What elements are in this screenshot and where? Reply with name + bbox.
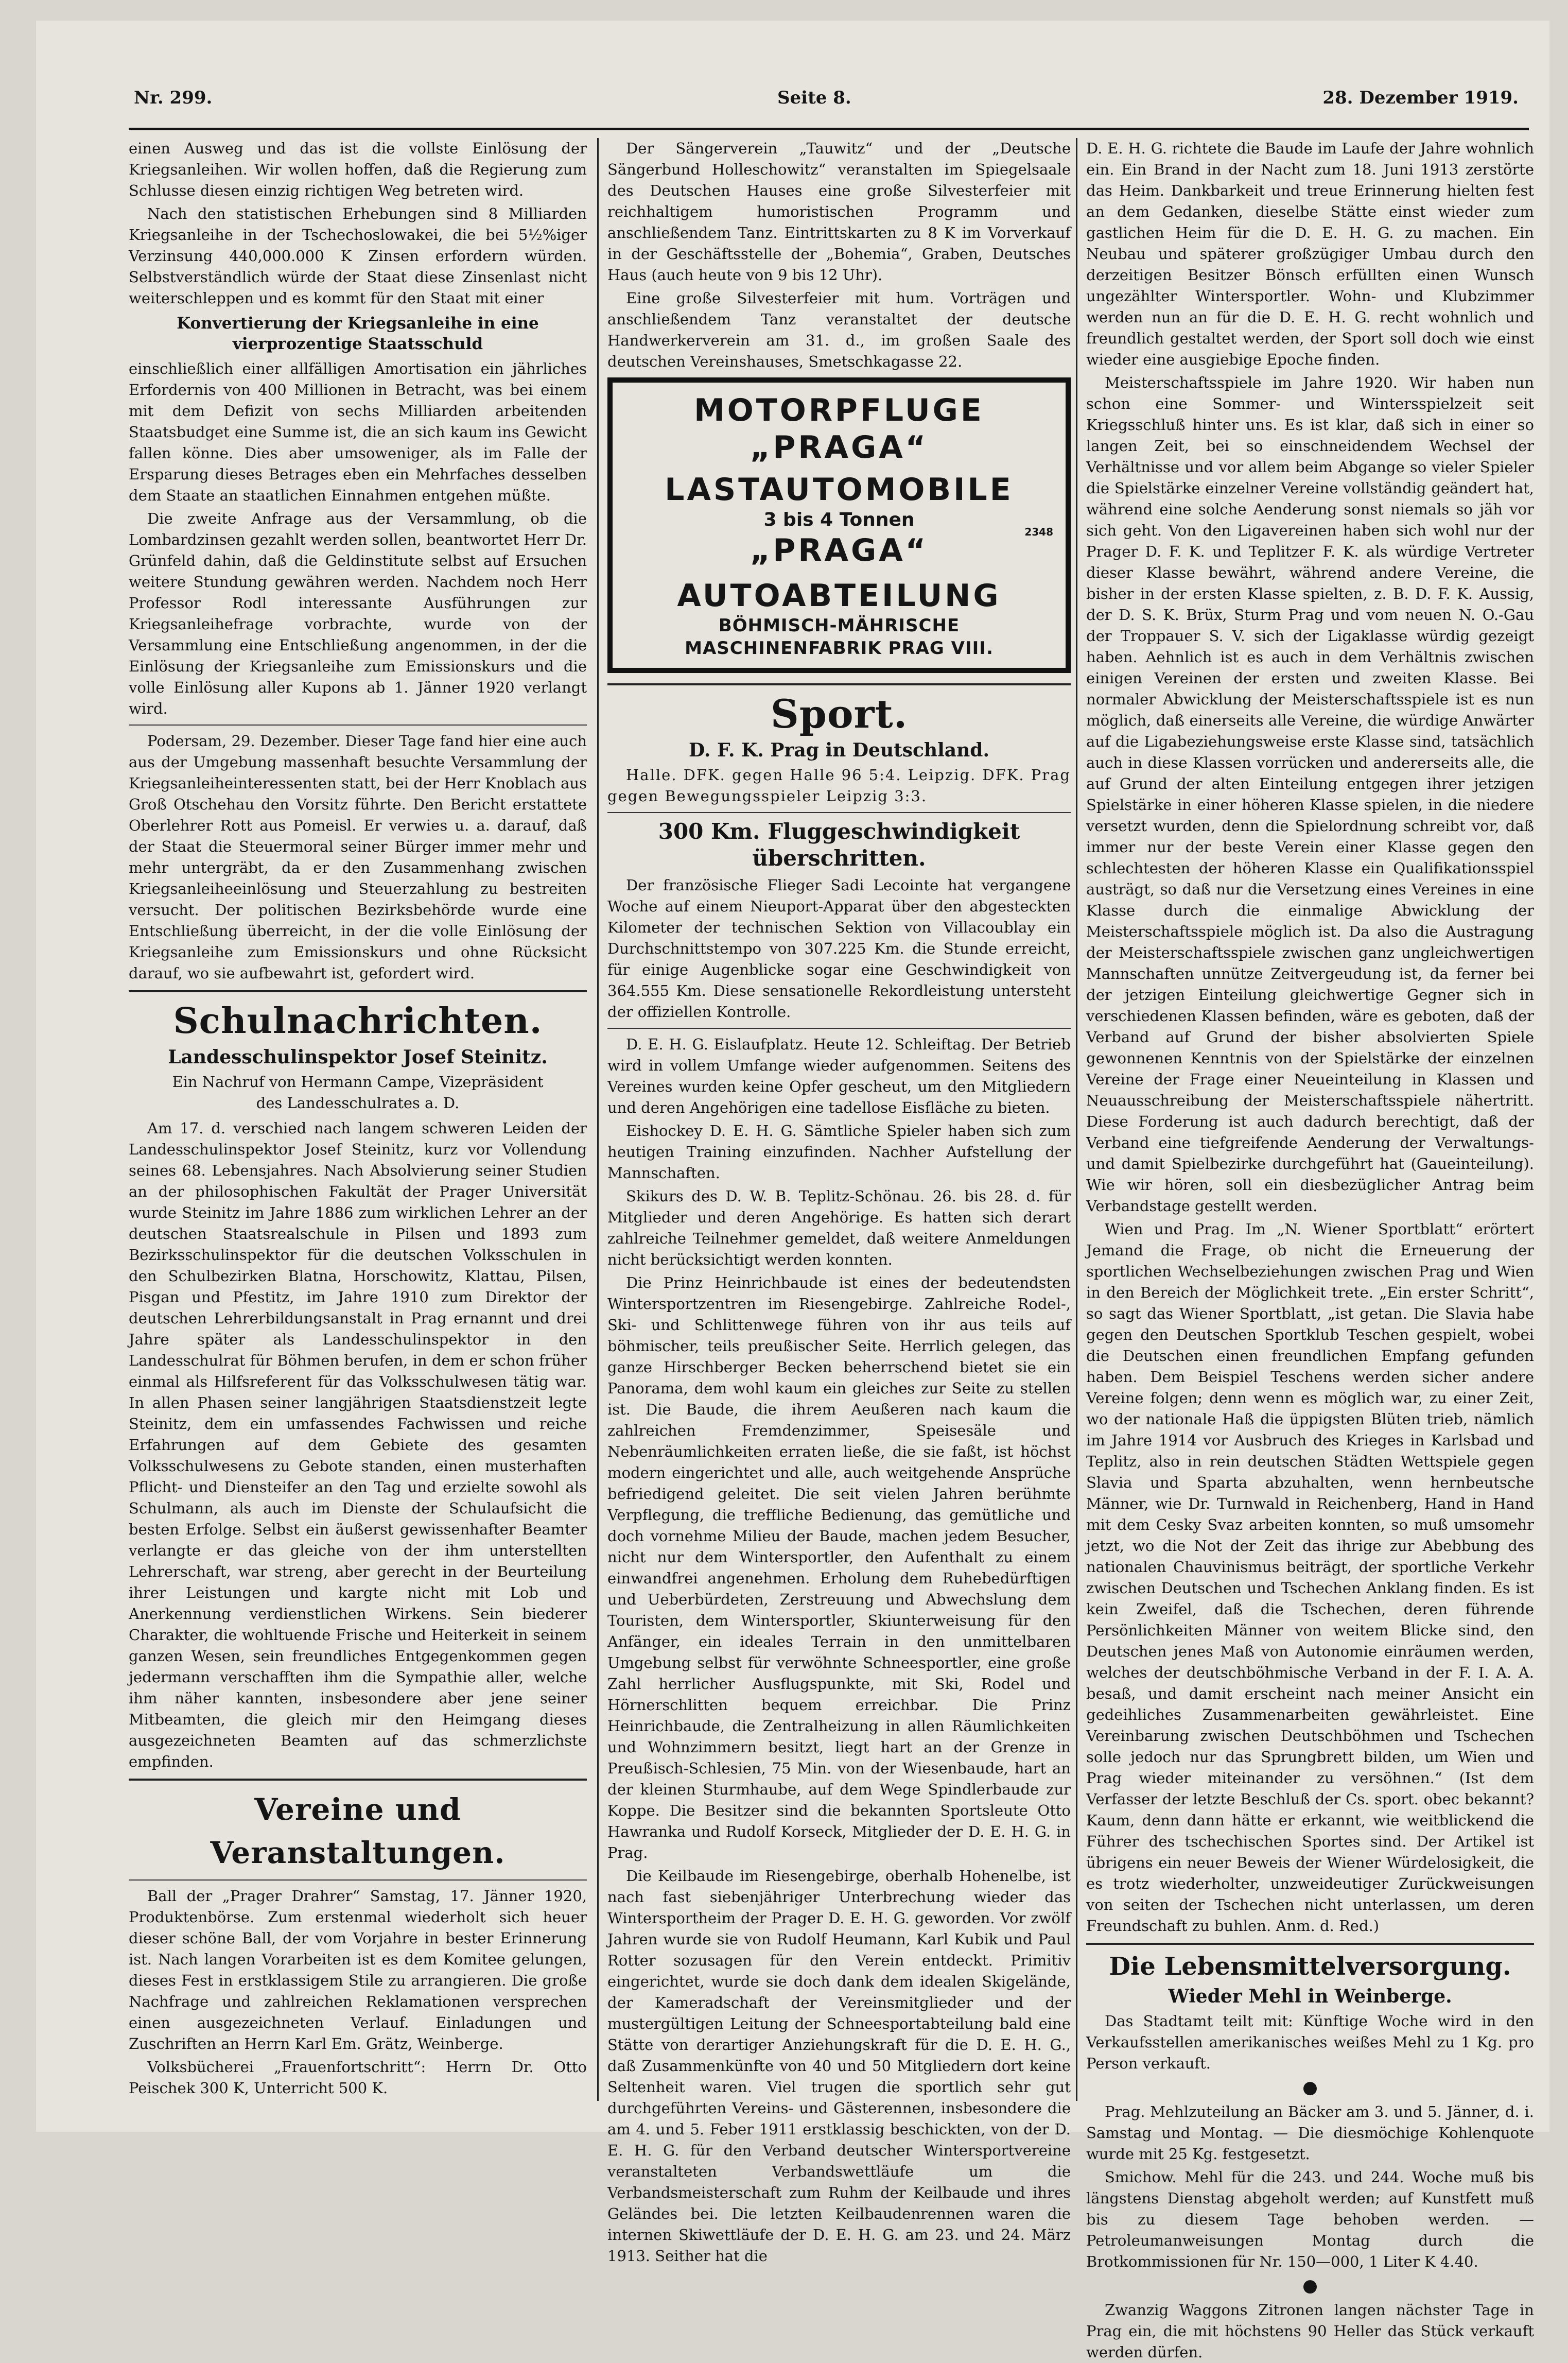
paragraph: Zwanzig Waggons Zitronen langen nächster Tage in Prag ein, die mit höchstens 90 Heller das Stück verkauft werden dürfen. xyxy=(1086,2301,1534,2361)
paragraph: D. E. H. G. Eislaufplatz. Heute 12. Schleiftag. Der Betrieb wird in vollem Umfange wieder aufgenommen. Seitens des Vereines wurden keine Opfer gescheut, um den Mitgliedern und deren Angehörigen eine tadellose Eisfläche zu bieten. xyxy=(607,1036,1071,1116)
paragraph: Eishockey D. E. H. G. Sämtliche Spieler haben sich zum heutigen Training einzufinden. Nachher Aufstellung der Mannschaften. xyxy=(607,1122,1071,1182)
paragraph: Wien und Prag. Im „N. Wiener Sportblatt“ erörtert Jemand die Frage, ob nicht die Erneuerung der sportlichen Wechselbeziehungen zwischen Prag und Wien in den Bereich der Möglichkeit trete. „Ein erster Schritt“, so sagt das Wiener Sportblatt, „ist getan. Die Slavia habe gegen den Deutschen Sportklub Teschen gespielt, wobei die Deutschen einen freundlichen Empfang gefunden haben. Dem Beispiel Teschens werden sicher andere Vereine folgen; denn wenn es möglich war, zu einer Zeit, wo der nationale Haß die üppigsten Blüten trieb, nämlich im Jahre 1914 vor Ausbruch des Krieges in Karlsbad und Teplitz, also in rein deutschen Städten Wettspiele gegen Slavia und Sparta abzuhalten, wenn hernbeutsche Männer, wie Dr. Turnwald in Reichenberg, Hand in Hand mit dem Cesky Svaz arbeiten konnten, so muß umsomehr jetzt, wo die Not der Zeit das ihrige zur Abebbung des nationalen Chauvinismus beiträgt, der sportliche Verkehr zwischen Deutschen und Tschechen Anklang finden. Es ist kein Zweifel, daß die Tschechen, deren führende Persönlichkeiten Männer von weitem Blicke sind, den Deutschen jenes Maß von Autonomie einräumen werden, welches der deutschböhmische Verband in der F. I. A. A. besaß, und damit erscheint nach meiner Ansicht ein gedeihliches Zusammenarbeiten gewährleistet. Eine Vereinbarung zwischen Deutschböhmen und Tschechen solle jedoch nur das Sprungbrett bilden, um Wien und Prag wieder miteinander zu versöhnen.“ (Ist dem Verfasser der letzte Beschluß der Cs. sport. obec bekannt? Kaum, denn dann hätte er erkannt, wie weitblickend die Führer des tschechischen Sportes sind. Der Artikel ist übrigens ein neuer Beweis der Wiener Würdelosigkeit, die es trotz wiederholter, unzweideutiger Zurückweisungen von seiten der Tschechen nicht unterlassen, um deren Freundschaft zu buhlen. Anm. d. Red.) xyxy=(1086,1220,1534,1935)
newspaper-page xyxy=(36,21,1549,2361)
ad-line: MOTORPFLUGE xyxy=(694,392,984,428)
paragraph: Das Stadtamt teilt mit: Künftige Woche wird in den Verkaufsstellen amerikanisches weißes Mehl zu 1 Kg. pro Person verkauft. xyxy=(1086,2012,1534,2072)
paragraph: Eine große Silvesterfeier mit hum. Vorträgen und anschließendem Tanz veranstaltet der deutsche Handwerkerverein am 31. d., im großen Saale des deutschen Vereinshauses, Smetschkagasse 22. xyxy=(607,289,1071,370)
divider xyxy=(129,990,587,992)
paragraph: Am 17. d. verschied nach langem schweren Leiden der Landesschulinspektor Josef Steinitz, kurz vor Vollendung seines 68. Lebensjahres. Nach Absolvierung seiner Studien an der philosophischen Fakultät der Prager Universität wurde Steinitz im Jahre 1886 zum wirklichen Lehrer an der deutschen Staatsrealschule in Pilsen und 1893 zum Bezirksschulinspektor für die deutschen Volksschulen in den Schulbezirken Blatna, Horschowitz, Klattau, Pilsen, Pisgan und Pfestitz, im Jahre 1910 zum Direktor der deutschen Lehrerbildungsanstalt in Prag ernannt und drei Jahre später als Landesschulinspektor in den Landesschulrat für Böhmen berufen, in dem er schon früher einmal als Hilfsreferent für das Volksschulwesen tätig war. In allen Phasen seiner langjährigen Staatsdienstzeit legte Steinitz, dem ein umfassendes Fachwissen und reiche Erfahrungen auf dem Gebiete des gesamten Volksschulwesens zu Gebote standen, einen musterhaften Pflicht- und Diensteifer an den Tag und erzielte sowohl als Schulmann, als auch im Dienste der Schulaufsicht die besten Erfolge. Selbst ein äußerst gewissenhafter Beamter verlangte er das gleiche von der ihm unterstellten Lehrerschaft, war streng, aber gerecht in der Beurteilung ihrer Leistungen und kargte nicht mit Lob und Anerkennung verdienstlichen Wirkens. Sein biederer Charakter, die wohltuende Frische und Heiterkeit in seinem ganzen Wesen, sein freundliches Entgegenkommen gegen jedermann verschafften ihm die Sympathie aller, welche ihm näher kannten, insbesondere aber jene seiner Mitbeamten, die gleich mir den Heimgang dieses ausgezeichneten Beamten auf das schmerzlichste empfinden. xyxy=(129,1119,587,1770)
paragraph: einen Ausweg und das ist die vollste Einlösung der Kriegsanleihen. Wir wollen hoffen, daß die Regierung zum Schlusse diesen einzig richtigen Weg betreten wird. xyxy=(129,140,587,199)
page-header xyxy=(36,77,1549,113)
header-rule xyxy=(129,128,1529,130)
separator-bullet: ● xyxy=(1302,2275,1318,2296)
ad-line: AUTOABTEILUNG xyxy=(677,578,1001,614)
paragraph: Smichow. Mehl für die 243. und 244. Woche muß bis längstens Dienstag abgeholt werden; auf Kunstfett muß bis zu diesem Tage behoben werden. — Petroleumanweisungen Montag durch die Brotkommissionen für Nr. 150—000, 1 Liter K 4.40. xyxy=(1086,2168,1534,2270)
section-heading-vereine: Vereine und Veranstaltungen. xyxy=(210,1792,506,1870)
paragraph: Prag. Mehlzuteilung an Bäcker am 3. und 5. Jänner, d. i. Samstag und Montag. — Die diesmöchige Kohlenquote wurde mit 25 Kg. festgesetzt. xyxy=(1086,2103,1534,2163)
section-heading-sport: Sport. xyxy=(770,691,908,737)
paragraph: einschließlich einer allfälligen Amortisation ein jährliches Erfordernis von 400 Millionen in Betracht, was bei einem mit dem Defizit von sechs Milliarden arbeitenden Staatsbudget eine Summe ist, die an sich kaum ins Gewicht fallen könne. Dies aber umsoweniger, als im Falle der Ersparung dieses Betrages eben ein Mehrfaches desselben dem Staate an staatlichen Einnahmen entgehen müßte. xyxy=(129,360,587,504)
paragraph: Nach den statistischen Erhebungen sind 8 Milliarden Kriegsanleihe in der Tschechoslowakei, die bei 5½%iger Verzinsung 440,000.000 K Zinsen erfordern würden. Selbstverständlich würde der Staat diese Zinsenlast nicht weiterschleppen und es kommt für den Staat mit einer xyxy=(129,205,587,307)
ad-line: „PRAGA“ xyxy=(750,429,929,465)
ad-line: BÖHMISCH-MÄHRISCHE xyxy=(718,615,960,636)
paragraph: Der Sängerverein „Tauwitz“ und der „Deutsche Sängerbund Holleschowitz“ veranstalten im Spiegelsaale des Deutschen Hauses eine große Silvesterfeier mit reichhaltigem humoristischen Programm und anschließendem Tanz. Eintrittskarten zu 8 K im Vorverkauf in der Geschäftsstelle der „Bohemia“, Graben, Deutsches Haus (auch heute von 9 bis 12 Uhr). xyxy=(607,140,1071,284)
article-byline: Ein Nachruf von Hermann Campe, Vizepräsident des Landesschulrates a. D. xyxy=(172,1073,544,1112)
section-heading-food: Die Lebensmittelversorgung. xyxy=(1109,1952,1511,1981)
ad-line: „PRAGA“ xyxy=(750,532,929,568)
divider xyxy=(1086,1943,1534,1945)
paragraph: Podersam, 29. Dezember. Dieser Tage fand hier eine auch aus der Umgebung massenhaft besuchte Versammlung der Kriegsanleiheinteressenten statt, bei der Herr Knoblach aus Groß Otschehau den Vorsitz führte. Den Bericht erstattete Oberlehrer Rott aus Pomeisl. Er verwies u. a. darauf, daß der Staat die Steuermoral seiner Bürger immer mehr und mehr untergräbt, da er den Zusammenhang zwischen Kriegsanleiheeinlösung und Steuerzahlung zu bestreiten versucht. Der politischen Bezirksbehörde wurde eine Entschließung überreicht, in der die volle Einlösung der Kriegsanleihe zum Emissionskurs und ohne Rücksicht darauf, wo sie aufbewahrt ist, gefordert wird. xyxy=(129,732,587,982)
paragraph: Skikurs des D. W. B. Teplitz-Schönau. 26. bis 28. d. für Mitglieder und deren Angehörige. Es hatten sich derart zahlreiche Teilnehmer gemeldet, daß weitere Anmeldungen nicht berücksichtigt werden konnten. xyxy=(607,1187,1071,1268)
paragraph: Die Keilbaude im Riesengebirge, oberhalb Hohenelbe, ist nach fast siebenjähriger Unterbrechung wieder das Wintersportheim der Prager D. E. H. G. geworden. Vor zwölf Jahren wurde sie von Rudolf Heumann, Karl Kubik und Paul Rotter sozusagen für den Verein entdeckt. Primitiv eingerichtet, wurde sie doch dank dem idealen Skigelände, der Kameradschaft der Vereinsmitglieder und der mustergültigen Leitung der Schneesportabteilung bald eine Stätte von derartiger Anziehungskraft für die D. E. H. G., daß Zusammenkünfte von 40 und 50 Mitgliedern dort keine Seltenheit waren. Viel trugen die sportlich sehr gut durchgeführten Vereins- und Gästerennen, insbesondere die am 4. und 5. Feber 1911 erstklassig beschickten, von der D. E. H. G. für den Verband deutscher Wintersportvereine veranstalteten Verbandswettläufe um die Verbandsmeisterschaft zum Ruhm der Keilbaude und ihres Geländes bei. Die letzten Keilbaudenrennen waren die internen Skiwettläufe der D. E. H. G. am 23. und 24. März 1913. Seither hat die xyxy=(607,1867,1071,2265)
section-subheading: Konvertierung der Kriegsanleihe in eine vierprozentige Staatsschuld xyxy=(177,314,539,353)
article-heading: D. F. K. Prag in Deutschland. xyxy=(689,739,989,761)
ad-line: 3 bis 4 Tonnen xyxy=(763,509,915,530)
divider xyxy=(607,683,1071,685)
advertisement-praga xyxy=(607,377,1071,673)
section-heading-school: Schulnachrichten. xyxy=(173,1001,543,1042)
ad-line: MASCHINENFABRIK PRAG VIII. xyxy=(685,638,994,659)
column-divider xyxy=(1076,138,1077,2101)
column-1 xyxy=(129,138,587,2111)
divider xyxy=(607,812,1071,813)
divider xyxy=(129,1779,587,1781)
ad-code: 2348 xyxy=(1024,526,1053,538)
divider xyxy=(607,1028,1071,1029)
paragraph: Die Prinz Heinrichbaude ist eines der bedeutendsten Wintersportzentren im Riesengebirge. Zahlreiche Rodel-, Ski- und Schlittenwege führen von ihr aus teils auf böhmischer, teils preußischer Seite. Herrlich gelegen, das ganze Hirschberger Becken beherrschend bietet sie ein Panorama, dem wohl kaum ein gleiches zur Seite zu stellen ist. Die Baude, die ihrem Aeußeren nach kaum die zahlreichen Fremdenzimmer, Speisesäle und Nebenräumlichkeiten erraten ließe, die sie faßt, ist höchst modern eingerichtet und alle, auch weitgehende Ansprüche befriedigend geleitet. Die seit vielen Jahren berühmte Verpflegung, die treffliche Bedienung, das gemütliche und doch vornehme Milieu der Baude, machen jedem Besucher, nicht nur dem Wintersportler, den Aufenthalt zu einem einwandfrei angenehmen. Erholung dem Ruhebedürftigen und Ueberbürdeten, Zerstreuung und Abwechslung dem Touristen, dem Wintersportler, Skiunterweisung für den Anfänger, ein ideales Terrain in den unmittelbaren Umgebung selbst für verwöhnte Schneesportler, eine große Zahl herrlicher Ausflugspunkte, mit Ski, Rodel und Hörnerschlitten bequem erreichbar. Die Prinz Heinrichbaude, die Zentralheizung in allen Räumlichkeiten und Wohnzimmern besitzt, liegt hart an der Grenze in Preußisch-Schlesien, 75 Min. von der Wiesenbaude, hart an der kleinen Sturmhaube, auf dem Wege Spindlerbaude zur Koppe. Die Besitzer sind die bekannten Sportsleute Otto Hawranka und Rudolf Korseck, Mitglieder der D. E. H. G. in Prag. xyxy=(607,1274,1071,1861)
ad-line: LASTAUTOMOBILE xyxy=(665,472,1014,508)
column-3 xyxy=(1086,138,1534,2361)
paragraph: Die zweite Anfrage aus der Versammlung, ob die Lombardzinsen gezahlt werden sollen, beantwortet Herr Dr. Grünfeld dahin, daß die Geldinstitute selbst auf Ersuchen weitere Stundung gewähren werden. Nachdem noch Herr Professor Rodl interessante Ausführungen zur Kriegsanleihefrage vorbrachte, wurde von der Versammlung eine Entschließung angenommen, in der die Einlösung der Kriegsanleihe zum Emissionskurs und die volle Einlösung aller Kupons ab 1. Jänner 1920 verlangt wird. xyxy=(129,510,587,717)
paragraph: Ball der „Prager Drahrer“ Samstag, 17. Jänner 1920, Produktenbörse. Zum erstenmal wiederholt sich heuer dieser schöne Ball, der vom Vorjahre in bester Erinnerung ist. Nach langen Vorarbeiten ist es dem Komitee gelungen, dieses Fest in erstklassigem Stile zu arrangieren. Die große Nachfrage und zahlreichen Reklamationen versprechen einen ausgezeichneten Verlauf. Einladungen und Zuschriften an Herrn Karl Em. Grätz, Weinberge. xyxy=(129,1887,587,2052)
divider xyxy=(129,1879,587,1881)
paragraph: Der französische Flieger Sadi Lecointe hat vergangene Woche auf einem Nieuport-Apparat über den abgesteckten Kilometer der technischen Sektion von Villacoublay ein Durchschnittstempo von 307.225 Km. die Stunde erreicht, für einige Augenblicke sogar eine Geschwindigkeit von 364.555 Km. Diese sensationelle Rekordleistung untersteht der offiziellen Kontrolle. xyxy=(607,876,1071,1021)
article-heading: Wieder Mehl in Weinberge. xyxy=(1168,1986,1452,2007)
issue-number: Nr. 299. xyxy=(134,88,213,108)
divider xyxy=(129,725,587,726)
column-divider xyxy=(597,138,599,2101)
column-2 xyxy=(607,138,1071,2265)
paragraph: Meisterschaftsspiele im Jahre 1920. Wir haben nun schon eine Sommer- und Wintersspielzeit seit Kriegsschluß hinter uns. Es ist klar, daß sich in einer so langen Zeit, bei so einschneidendem Wechsel der Verhältnisse und vor allem beim Abgange so vieler Spieler die Spielstärke einzelner Vereine vollständig geändert hat, während eine solche Aenderung sonst niemals so jäh vor sich geht. Von den Ligavereinen haben sich wohl nur der Prager D. F. K. und Teplitzer F. K. als würdige Vertreter dieser Klasse bewährt, während andere Vereine, die bisher in der ersten Klasse spielten, z. B. D. F. K. Aussig, der D. S. K. Brüx, Sturm Prag und vom neuen N. O.-Gau der Troppauer S. V. sich der Ligaklasse würdig gezeigt haben. Aehnlich ist es auch in dem Verhältnis zwischen einigen Vereinen der ersten und zweiten Klasse. Bei normaler Abwicklung der Meisterschaftsspiele ist es nun möglich, daß einerseits alle Vereine, die würdige Anwärter auf die Ligabeziehungsweise erste Klasse sind, tatsächlich auch in diese Klassen vorrücken und andererseits alle, die auf Grund der alten Einteilung entgegen ihrer jetzigen Spielstärke in einer höheren Klasse spielen, in die niedere versetzt wurden, denn die Spielordnung schreibt vor, daß immer nur der beste Verein einer Klasse gegen den schlechtesten der höheren Klasse ein Qualifikationsspiel austrägt, so daß nur die Versetzung eines Vereines in eine Klasse durch die einmalige Abwicklung der Meisterschaftsspiele möglich ist. Da also die Austragung der Meisterschaftsspiele zwischen ganz ungleichwertigen Mannschaften unnütze Zeitvergeudung ist, da ferner bei der jetzigen Einteilung gleichwertige Gegner sich in verschiedenen Klassen befinden, wäre es geboten, daß der Verband auf Grund der bisher absolvierten Spiele gewonnenen Kenntnis von der Spielstärke der einzelnen Vereine der Frage einer Neueinteilung in Klassen und Neuausschreibung der Meisterschaftsspiele nähertritt. Diese Forderung ist auch dadurch berechtigt, daß der Verband eine tiefgreifende Aenderung der Verwaltungs- und damit Spielbezirke durchgeführt hat (Gaueinteilung). Wie wir hören, soll ein diesbezüglicher Antrag beim Verbandstage gestellt werden. xyxy=(1086,374,1534,1215)
issue-date: 28. Dezember 1919. xyxy=(1322,88,1519,108)
page-number: Seite 8. xyxy=(777,88,851,108)
paragraph: D. E. H. G. richtete die Baude im Laufe der Jahre wohnlich ein. Ein Brand in der Nacht zum 18. Juni 1913 zerstörte das Heim. Dankbarkeit und treue Erinnerung hielten fest an dem Gedanken, dieselbe Stätte einst wieder zum gastlichen Heim für die D. E. H. G. zu machen. Ein Neubau und späterer großzügiger Umbau durch den derzeitigen Besitzer Bönsch erfüllten einen Wunsch ungezählter Wintersportler. Wohn- und Klubzimmer werden nun an für die D. E. H. G. recht wohnlich und freundlich gestaltet werden, der Sport soll doch wie einst wieder eine ausgiebige Epoche finden. xyxy=(1086,140,1534,368)
article-heading: 300 Km. Fluggeschwindigkeit überschritten. xyxy=(658,819,1020,871)
separator-bullet: ● xyxy=(1302,2077,1318,2098)
paragraph: Volksbücherei „Frauenfortschritt“: Herrn Dr. Otto Peischek 300 K, Unterricht 500 K. xyxy=(129,2058,587,2097)
article-heading: Landesschulinspektor Josef Steinitz. xyxy=(168,1046,548,1068)
paragraph: Halle. DFK. gegen Halle 96 5:4. Leipzig. DFK. Prag gegen Bewegungsspieler Leipzig 3:3. xyxy=(607,766,1071,805)
